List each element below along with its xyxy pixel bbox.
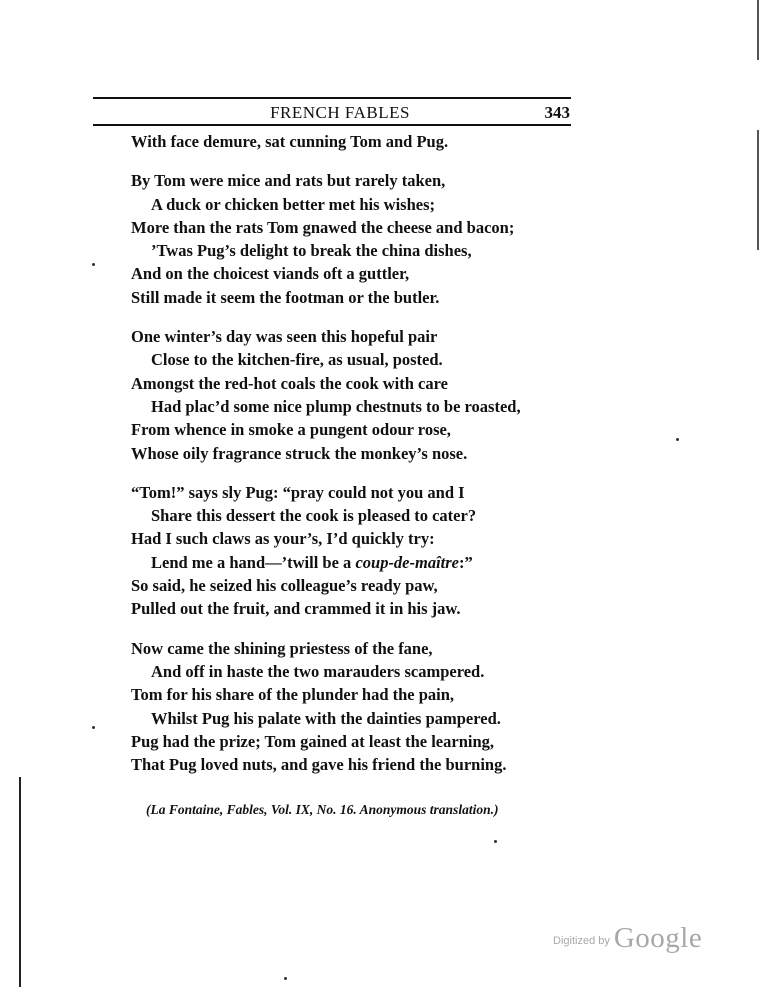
poem-body <box>131 130 591 776</box>
scan-speck <box>92 726 95 729</box>
google-logo: Google <box>613 922 703 954</box>
header-rule-bottom <box>93 124 571 126</box>
poem-line: Pug had the prize; Tom gained at least the learning, <box>131 731 495 751</box>
header-rule-top <box>93 97 571 99</box>
scan-speck <box>494 840 497 843</box>
poem-line: Whilst Pug his palate with the dainties pampered. <box>151 708 501 728</box>
poem-line-text: :” <box>459 552 473 572</box>
poem-line: More than the rats Tom gnawed the cheese and bacon; <box>131 217 515 237</box>
poem-line: Had I such claws as your’s, I’d quickly try: <box>131 529 435 549</box>
poem-line: “Tom!” says sly Pug: “pray could not you and I <box>131 482 465 502</box>
poem-line-text: Lend me a hand—’twill be a <box>151 552 356 572</box>
poem-line: Still made it seem the footman or the butler. <box>131 287 440 307</box>
page-edge-mark <box>757 130 759 250</box>
poem-line: Share this dessert the cook is pleased to cater? <box>151 506 477 526</box>
poem-line: And on the choicest viands oft a guttler, <box>131 264 410 284</box>
page-number: 343 <box>544 103 570 122</box>
page-edge-shadow <box>19 777 21 987</box>
digitized-by-google-watermark <box>553 922 702 955</box>
poem-line: One winter’s day was seen this hopeful pair <box>131 327 438 347</box>
poem-line: Whose oily fragrance struck the monkey’s nose. <box>131 443 468 463</box>
poem-line: From whence in smoke a pungent odour rose, <box>131 420 451 440</box>
page-edge-mark <box>757 0 759 60</box>
poem-line: Amongst the red-hot coals the cook with care <box>131 373 448 393</box>
poem-line: That Pug loved nuts, and gave his friend the burning. <box>131 755 507 775</box>
watermark-prefix: Digitized by <box>553 935 610 947</box>
poem-line: Had plac’d some nice plump chestnuts to be roasted, <box>151 396 521 416</box>
poem-line <box>131 551 591 574</box>
poem-line: Close to the kitchen-fire, as usual, posted. <box>151 350 443 370</box>
poem-line: And off in haste the two marauders scampered. <box>151 661 485 681</box>
poem-line: With face demure, sat cunning Tom and Pug. <box>131 132 449 151</box>
poem-line: Now came the shining priestess of the fane, <box>131 638 433 658</box>
scan-speck <box>676 438 679 441</box>
source-citation: (La Fontaine, Fables, Vol. IX, No. 16. Anonymous translation.) <box>146 802 499 817</box>
poem-line: So said, he seized his colleague’s ready paw, <box>131 576 438 596</box>
poem-line: Tom for his share of the plunder had the pain, <box>131 685 455 705</box>
running-title: FRENCH FABLES <box>270 103 410 122</box>
scan-speck <box>92 263 95 266</box>
scan-speck <box>284 977 287 980</box>
italic-phrase: coup-de-maître <box>355 552 459 572</box>
poem-line: ’Twas Pug’s delight to break the china dishes, <box>151 241 472 261</box>
poem-line: Pulled out the fruit, and crammed it in his jaw. <box>131 599 461 619</box>
poem-line: By Tom were mice and rats but rarely taken, <box>131 171 446 191</box>
poem-line: A duck or chicken better met his wishes; <box>151 194 436 214</box>
